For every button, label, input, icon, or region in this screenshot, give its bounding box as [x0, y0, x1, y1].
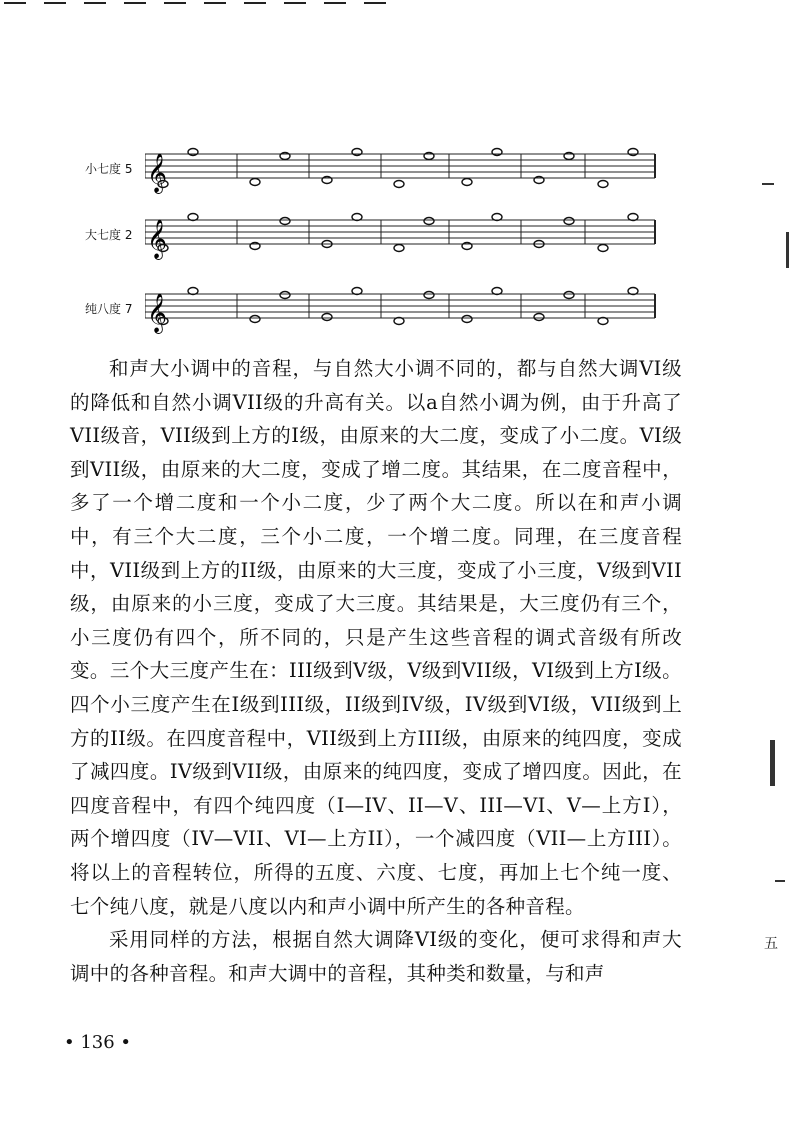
paragraph: 采用同样的方法，根据自然大调降VI级的变化，便可求得和声大调中的各种音程。和声大调中的音程，其种类和数量，与和声: [70, 928, 682, 985]
margin-tick: [775, 880, 785, 882]
staff-label: 小七度 5: [85, 162, 133, 176]
svg-text:𝄞: 𝄞: [147, 153, 168, 193]
body-text: [70, 352, 682, 990]
page-number: • 136 •: [64, 1032, 132, 1053]
top-dash-rule: [0, 0, 400, 6]
svg-text:𝄞: 𝄞: [147, 219, 168, 259]
margin-tick: [786, 232, 789, 268]
staff-label: 大七度 2: [85, 228, 133, 242]
margin-tick: [770, 740, 775, 786]
staff-row-major-seventh: [85, 212, 685, 272]
music-staff: [145, 286, 685, 346]
margin-tick: [762, 183, 774, 185]
staff-row-perfect-octave: [85, 286, 685, 346]
staff-row-minor-seventh: [85, 146, 685, 206]
margin-mark: 五: [764, 936, 778, 952]
music-staff: [145, 212, 685, 272]
staff-label: 纯八度 7: [85, 302, 133, 316]
paragraph: 和声大小调中的音程，与自然大小调不同的，都与自然大调VI级的降低和自然小调VII级的升高有关。以a自然小调为例，由于升高了VII级音，VII级到上方的I级，由原来的大二度，变成了小二度。VI级到VII级，由原来的大二度，变成了增二度。其结果，在二度音程中，多了一个增二度和一个小二度，少了两个大二度。所以在和声小调中，有三个大二度，三个小二度，一个增二度。同理，在三度音程中，VII级到上方的II级，由原来的大三度，变成了小三度，V级到VII级，由原来的小三度，变成了大三度。其结果是，大三度仍有三个，小三度仍有四个，所不同的，只是产生这些音程的调式音级有所改变。三个大三度产生在：III级到V级，V级到VII级，VI级到上方I级。四个小三度产生在I级到III级，II级到IV级，IV级到VI级，VII级到上方的II级。在四度音程中，VII级到上方III级，由原来的纯四度，变成了减四度。IV级到VII级，由原来的纯四度，变成了增四度。因此，在四度音程中，有四个纯四度（I—IV、II—V、III—VI、V—上方I），两个增四度（IV—VII、VI—上方II），一个减四度（VII—上方III）。将以上的音程转位，所得的五度、六度、七度，再加上七个纯一度、七个纯八度，就是八度以内和声小调中所产生的各种音程。: [70, 357, 682, 918]
music-staff: [145, 146, 685, 206]
svg-text:𝄞: 𝄞: [147, 293, 168, 333]
